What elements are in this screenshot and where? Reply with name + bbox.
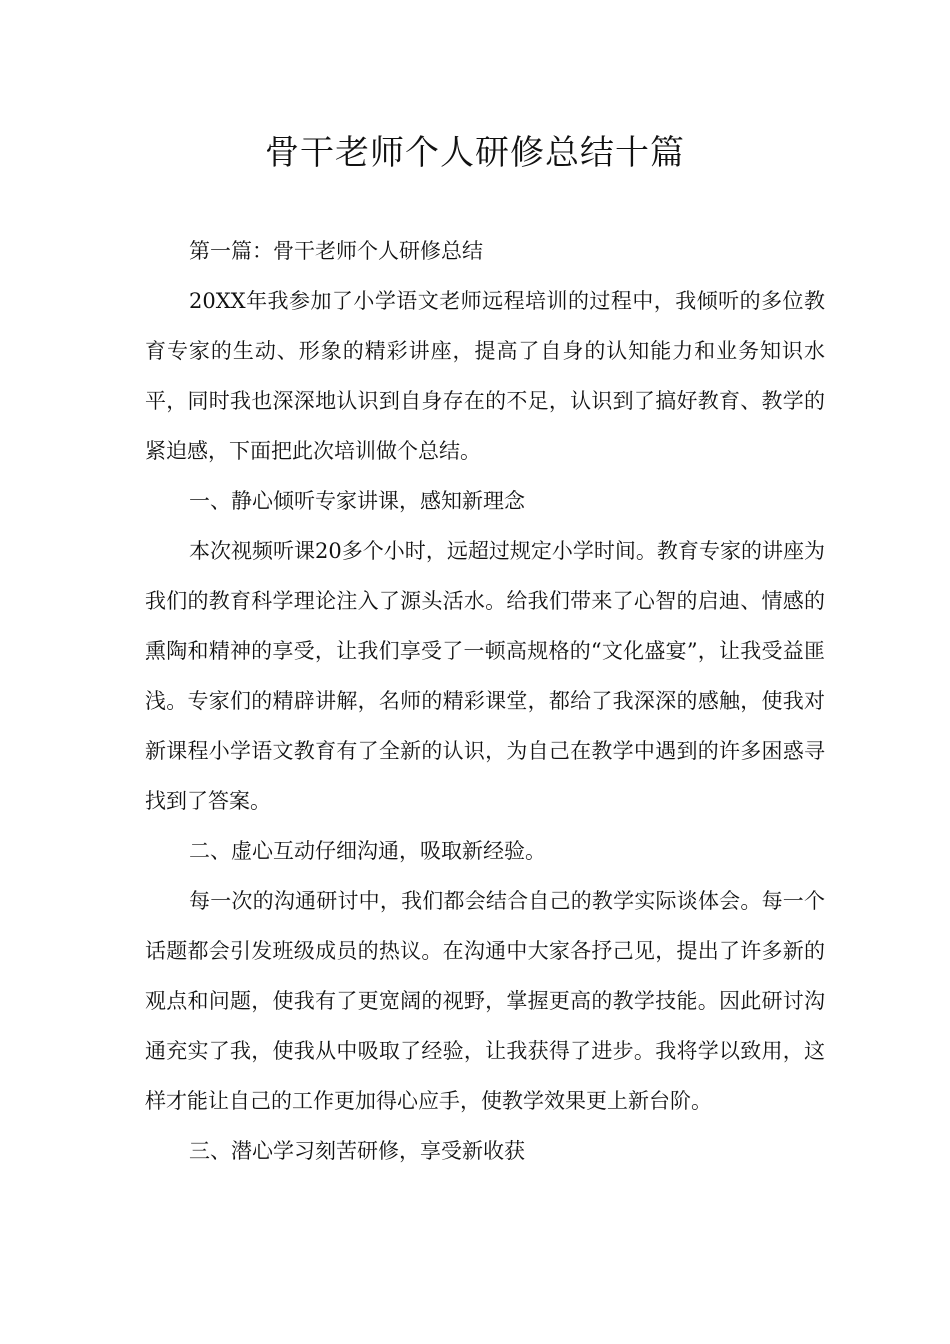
document-body (145, 226, 825, 1176)
document-title: 骨干老师个人研修总结十篇 (265, 133, 685, 173)
section-heading-3: 三、潜心学习刻苦研修，享受新收获 (189, 1139, 525, 1163)
paragraph-section-1: 本次视频听课20多个小时，远超过规定小学时间。教育专家的讲座为我们的教育科学理论注入了源头活水。给我们带来了心智的启迪、情感的熏陶和精神的享受，让我们享受了一顿高规格的“文化盛宴”，让我受益匪浅。专家们的精辟讲解，名师的精彩课堂，都给了我深深的感触，使我对新课程小学语文教育有了全新的认识，为自己在教学中遇到的许多困惑寻找到了答案。 (145, 539, 825, 813)
paragraph-intro: 20XX年我参加了小学语文老师远程培训的过程中，我倾听的多位教育专家的生动、形象的精彩讲座，提高了自身的认知能力和业务知识水平，同时我也深深地认识到自身存在的不足，认识到了搞好教育、教学的紧迫感，下面把此次培训做个总结。 (145, 289, 825, 463)
paragraph-section-2: 每一次的沟通研讨中，我们都会结合自己的教学实际谈体会。每一个话题都会引发班级成员的热议。在沟通中大家各抒己见，提出了许多新的观点和问题，使我有了更宽阔的视野，掌握更高的教学技能。因此研讨沟通充实了我，使我从中吸取了经验，让我获得了进步。我将学以致用，这样才能让自己的工作更加得心应手，使教学效果更上新台阶。 (145, 889, 825, 1113)
section-heading-1: 一、静心倾听专家讲课，感知新理念 (189, 489, 525, 513)
section-heading-part-one: 第一篇：骨干老师个人研修总结 (189, 239, 483, 263)
section-heading-2: 二、虚心互动仔细沟通，吸取新经验。 (189, 839, 546, 863)
